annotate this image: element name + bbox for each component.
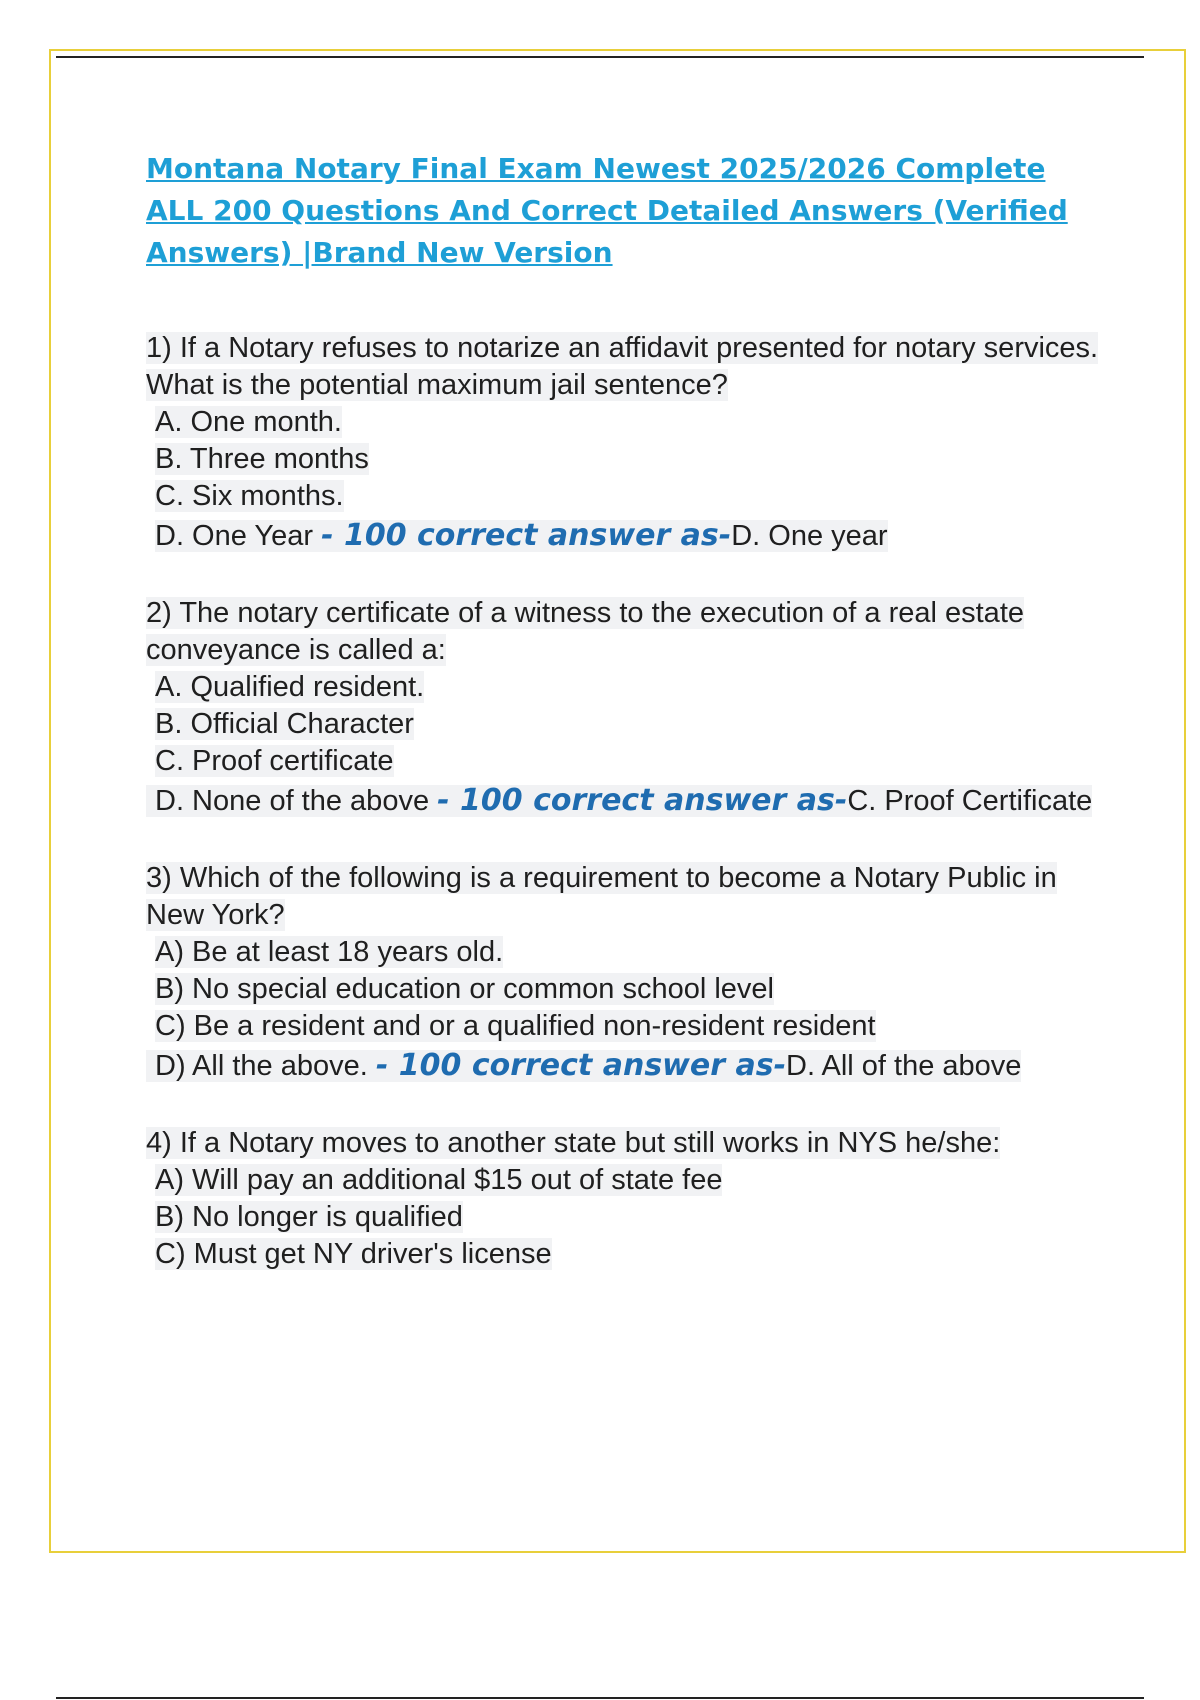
footer-rule	[56, 1697, 1144, 1699]
answer-option: C. Six months.	[155, 480, 344, 512]
question-item	[146, 1125, 1106, 1273]
correct-answer-marker: - 100 correct answer as-	[437, 783, 848, 818]
question-item	[146, 860, 1106, 1085]
question-text: 4) If a Notary moves to another state but still works in NYS he/she:	[146, 1127, 1001, 1159]
document-title[interactable]: Montana Notary Final Exam Newest 2025/2026 Complete ALL 200 Questions And Correct Detailed Answers (Verified Answers) |Brand New Version	[146, 152, 1068, 269]
answer-option: C) Must get NY driver's license	[155, 1238, 552, 1270]
answer-option: A. Qualified resident.	[155, 671, 425, 703]
answer-option: C. Proof certificate	[155, 745, 394, 777]
question-item	[146, 595, 1106, 820]
answer-option: B. Three months	[155, 443, 369, 475]
correct-answer-marker: - 100 correct answer as-	[375, 1048, 787, 1083]
header-rule	[56, 56, 1144, 58]
answer-option: D) All the above.	[155, 1050, 368, 1082]
correct-answer: C. Proof Certificate	[847, 785, 1093, 817]
answer-option: B) No longer is qualified	[155, 1201, 463, 1233]
answer-option: A. One month.	[155, 406, 342, 438]
answer-option: C) Be a resident and or a qualified non-resident resident	[155, 1010, 876, 1042]
answer-option: D. None of the above	[155, 785, 430, 817]
correct-answer-marker: - 100 correct answer as-	[321, 518, 732, 553]
answer-option: B. Official Character	[155, 708, 414, 740]
answer-option: D. One Year	[155, 520, 313, 552]
correct-answer: D. All of the above	[786, 1050, 1022, 1082]
answer-line	[146, 782, 1106, 820]
question-text: 3) Which of the following is a requirement to become a Notary Public in New York?	[146, 862, 1057, 931]
answer-option: A) Will pay an additional $15 out of state fee	[155, 1164, 723, 1196]
question-text: 1) If a Notary refuses to notarize an affidavit presented for notary services. What is the potential maximum jail sentence?	[146, 332, 1099, 401]
question-text: 2) The notary certificate of a witness to the execution of a real estate conveyance is called a:	[146, 597, 1025, 666]
answer-line	[146, 1047, 1106, 1085]
correct-answer: D. One year	[731, 520, 888, 552]
answer-option: A) Be at least 18 years old.	[155, 936, 504, 968]
question-list	[146, 330, 1106, 1313]
answer-line	[146, 517, 1106, 555]
answer-option: B) No special education or common school level	[155, 973, 774, 1005]
question-item	[146, 330, 1106, 555]
